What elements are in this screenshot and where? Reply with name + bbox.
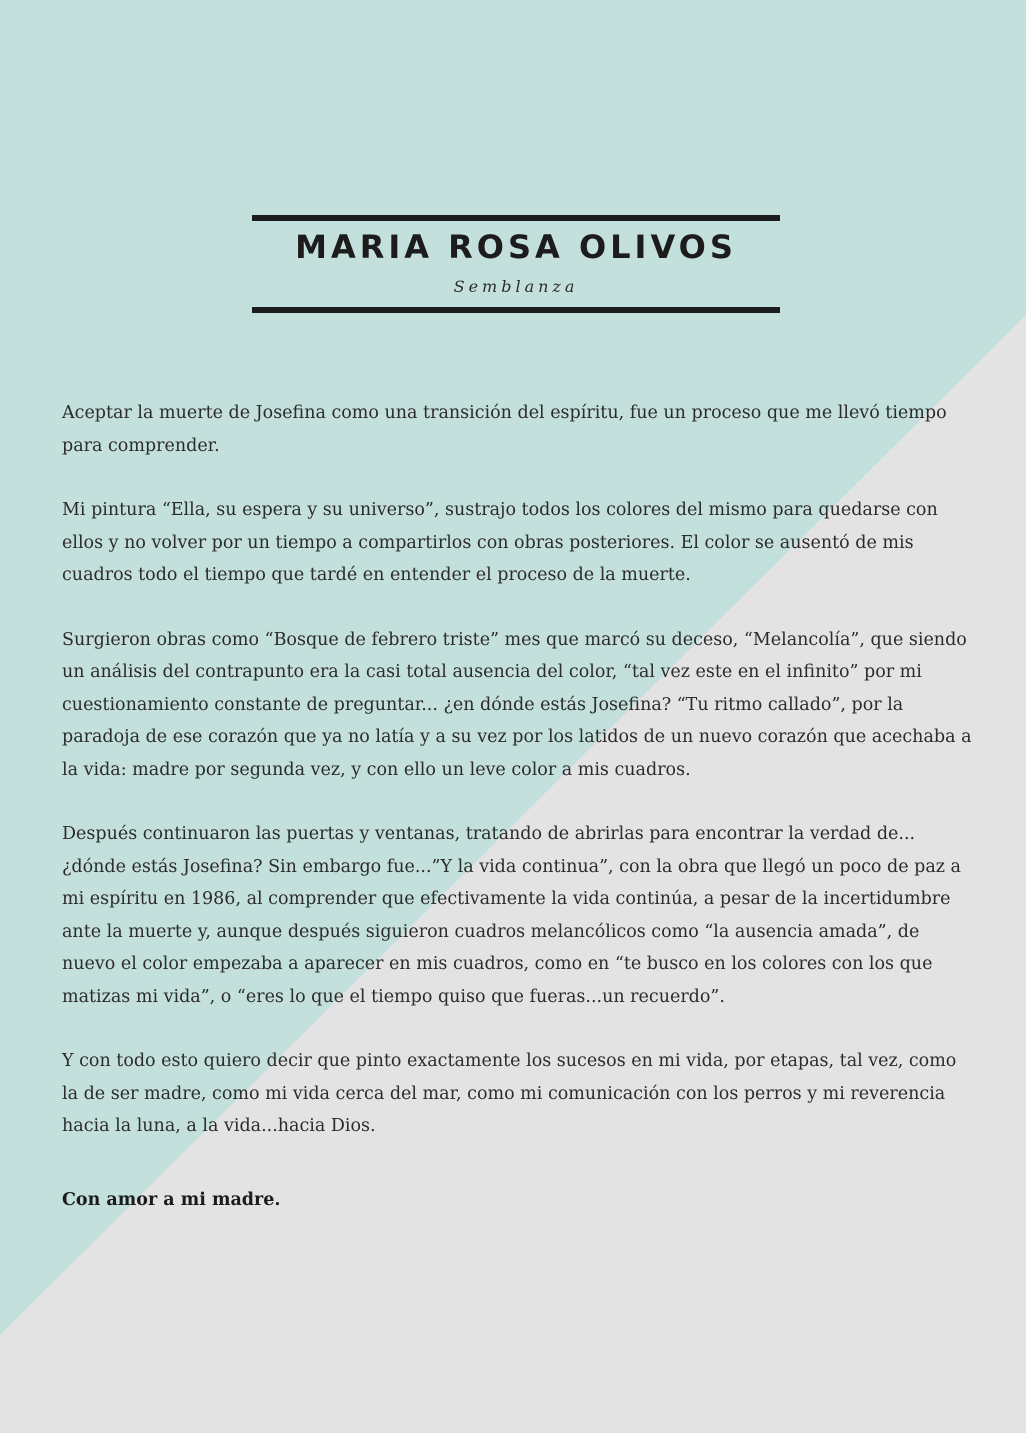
- body-text: [62, 397, 972, 1175]
- paragraph-5: Y con todo esto quiero decir que pinto exactamente los sucesos en mi vida, por etapas, tal vez, como la de ser madre, como mi vida cerca del mar, como mi comunicación con los perros y mi reverencia hacia la luna, a la vida...hacia Dios.: [62, 1051, 957, 1136]
- paragraph-1: Aceptar la muerte de Josefina como una transición del espíritu, fue un proceso que me llevó tiempo para comprender.: [62, 403, 947, 456]
- paragraph-4: Después continuaron las puertas y ventanas, tratando de abrirlas para encontrar la verdad de... ¿dónde estás Josefina? Sin embargo fue...”Y la vida continua”, con la obra que llegó un poco de paz a mi espíritu en 1986, al comprender que efectivamente la vida continúa, a pesar de la incertidumbre ante la muerte y, aunque después siguieron cuadros melancólicos como “la ausencia amada”, de nuevo el color empezaba a aparecer en mis cuadros, como en “te busco en los colores con los que matizas mi vida”, o “eres lo que el tiempo quiso que fueras...un recuerdo”.: [62, 824, 961, 1007]
- paragraph-2: Mi pintura “Ella, su espera y su universo”, sustrajo todos los colores del mismo para quedarse con ellos y no volver por un tiempo a compartirlos con obras posteriores. El color se ausentó de mis cuadros todo el tiempo que tardé en entender el proceso de la muerte.: [62, 500, 938, 585]
- header-top-rule: [252, 215, 780, 221]
- document-title: MARIA ROSA OLIVOS: [295, 228, 737, 266]
- header-bottom-rule: [252, 307, 780, 313]
- paragraph-3: Surgieron obras como “Bosque de febrero triste” mes que marcó su deceso, “Melancolía”, que siendo un análisis del contrapunto era la casi total ausencia del color, “tal vez este en el infinito” por mi cuestionamiento constante de preguntar... ¿en dónde estás Josefina? “Tu ritmo callado”, por la paradoja de ese corazón que ya no latía y a su vez por los latidos de un nuevo corazón que acechaba a la vida: madre por segunda vez, y con ello un leve color a mis cuadros.: [62, 629, 972, 780]
- document-subtitle: Semblanza: [453, 277, 579, 296]
- signoff: Con amor a mi madre.: [62, 1190, 281, 1210]
